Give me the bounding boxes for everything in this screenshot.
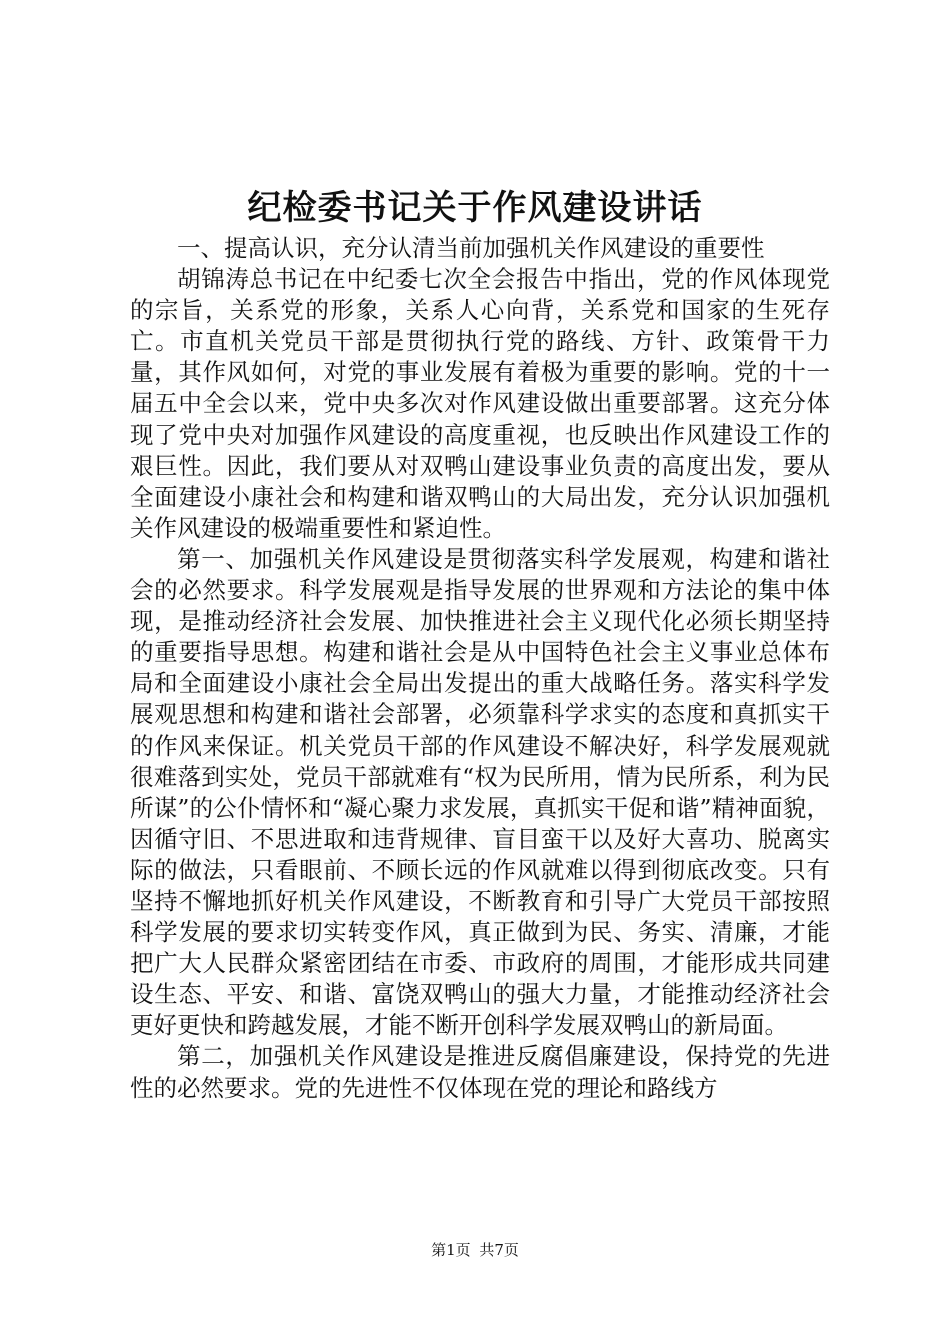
section-heading: 一、提高认识，充分认清当前加强机关作风建设的重要性 xyxy=(177,234,765,262)
paragraph-first-point: 第一、加强机关作风建设是贯彻落实科学发展观，构建和谐社会的必然要求。科学发展观是指导发展的世界观和方法论的集中体现，是推动经济社会发展、加快推进社会主义现代化必须长期坚持的重要指导思想。构建和谐社会是从中国特色社会主义事业总体布局和全面建设小康社会全局出发提出的重大战略任务。落实科学发展观思想和构建和谐社会部署，必须靠科学求实的态度和真抓实干的作风来保证。机关党员干部的作风建设不解决好，科学发展观就很难落到实处，党员干部就难有“权为民所用，情为民所系，利为民所谋”的公仆情怀和“凝心聚力求发展，真抓实干促和谐”精神面貌，因循守旧、不思进取和违背规律、盲目蛮干以及好大喜功、脱离实际的做法，只看眼前、不顾长远的作风就难以得到彻底改变。只有坚持不懈地抓好机关作风建设，不断教育和引导广大党员干部按照科学发展的要求切实转变作风，真正做到为民、务实、清廉，才能把广大人民群众紧密团结在市委、市政府的周围，才能形成共同建设生态、平安、和谐、富饶双鸭山的强大力量，才能推动经济社会更好更快和跨越发展，才能不断开创科学发展双鸭山的新局面。 xyxy=(130,544,830,1040)
paragraph-second-point: 第二，加强机关作风建设是推进反腐倡廉建设，保持党的先进性的必然要求。党的先进性不仅体现在党的理论和路线方 xyxy=(130,1042,830,1102)
document-body xyxy=(130,233,830,1104)
document-title: 纪检委书记关于作风建设讲话 xyxy=(247,188,703,228)
paragraph-intro: 胡锦涛总书记在中纪委七次全会报告中指出，党的作风体现党的宗旨，关系党的形象，关系人心向背，关系党和国家的生死存亡。市直机关党员干部是贯彻执行党的路线、方针、政策骨干力量，其作风如何，对党的事业发展有着极为重要的影响。党的十一届五中全会以来，党中央多次对作风建设做出重要部署。这充分体现了党中央对加强作风建设的高度重视，也反映出作风建设工作的艰巨性。因此，我们要从对双鸭山建设事业负责的高度出发，要从全面建设小康社会和构建和谐双鸭山的大局出发，充分认识加强机关作风建设的极端重要性和紧迫性。 xyxy=(130,265,830,542)
page-number: 第1页 xyxy=(431,1241,471,1259)
page-footer xyxy=(0,1240,950,1260)
page-total: 共7页 xyxy=(479,1241,519,1259)
